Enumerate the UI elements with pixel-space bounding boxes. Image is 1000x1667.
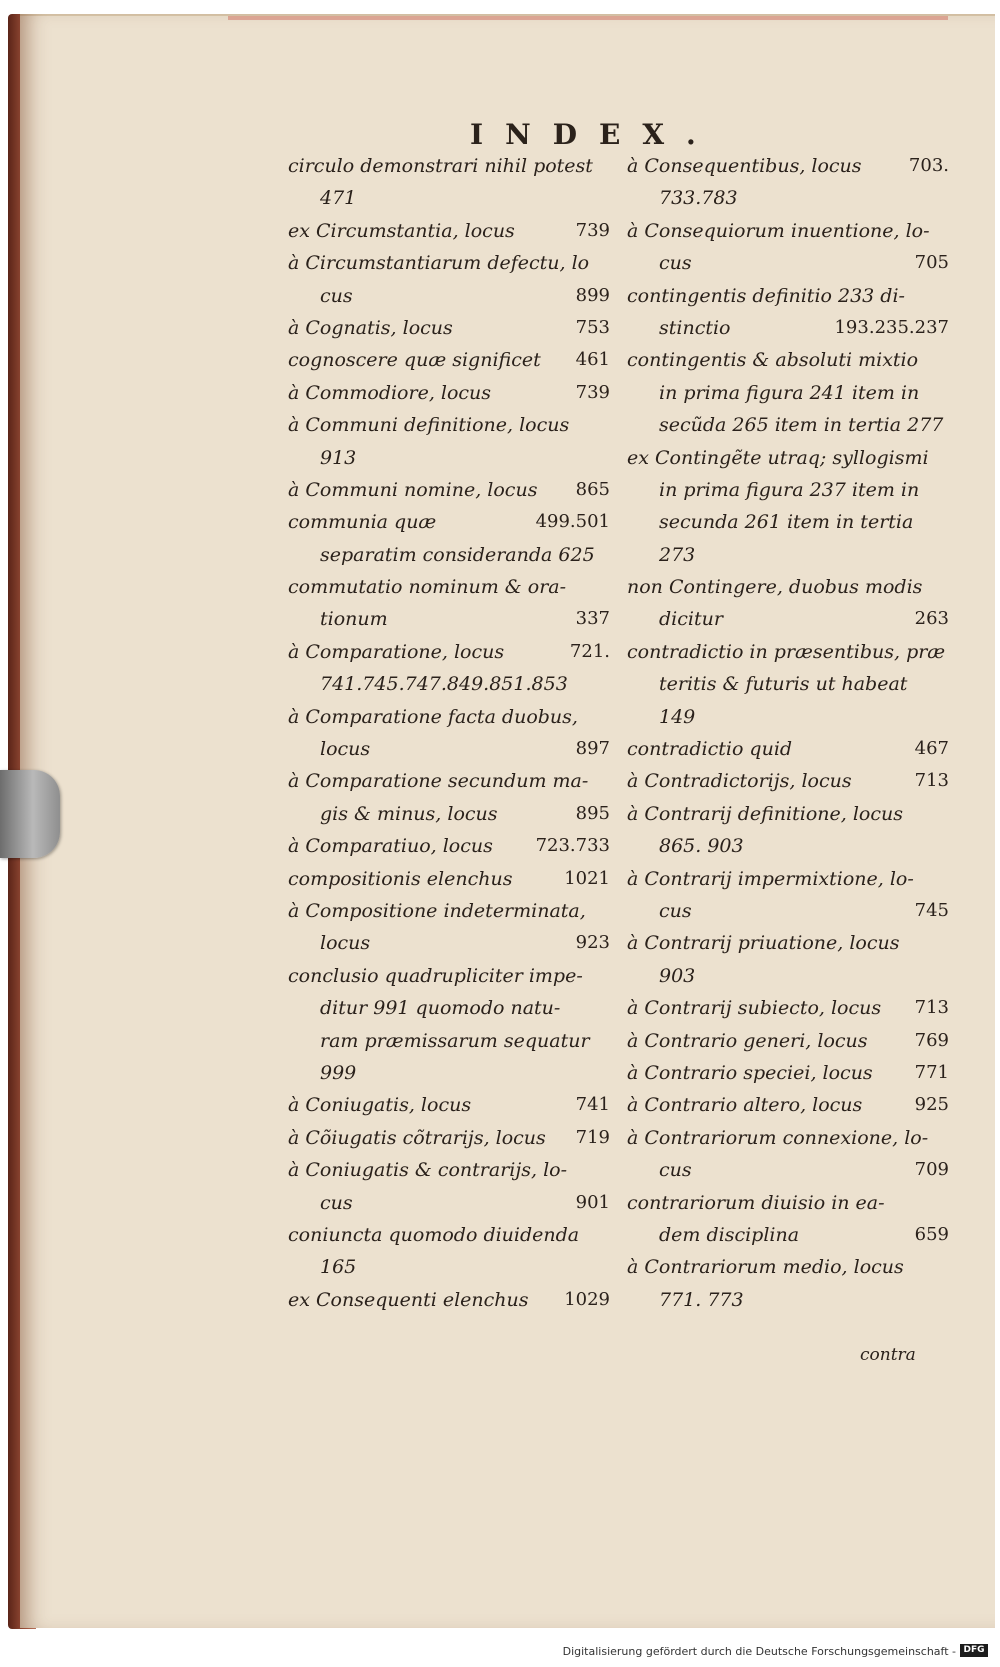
index-entry-text: locus bbox=[320, 738, 371, 761]
index-entry bbox=[288, 280, 618, 312]
index-entry bbox=[627, 280, 957, 312]
index-entry-page-number: 741 bbox=[575, 1094, 610, 1116]
index-entry bbox=[627, 1219, 957, 1251]
index-entry-text: à Coniugatis, locus bbox=[288, 1094, 472, 1117]
index-entry-page-number: 865 bbox=[575, 478, 610, 500]
index-column-left bbox=[288, 150, 618, 1316]
index-entry-text: à Comparatione facta duobus, bbox=[288, 705, 578, 728]
index-entry-text: communia quæ bbox=[288, 511, 437, 534]
dfg-logo: DFG bbox=[960, 1644, 988, 1657]
footer-credit: Digitalisierung gefördert durch die Deutsche Forschungsgemeinschaft - bbox=[562, 1645, 956, 1658]
index-entry bbox=[288, 1057, 618, 1089]
index-entry-text: à Contrariorum medio, locus bbox=[627, 1256, 904, 1279]
index-entry-page-number: 193.235.237 bbox=[834, 316, 949, 338]
index-entry-page-number: 739 bbox=[575, 381, 610, 403]
index-entry bbox=[627, 636, 957, 668]
index-entry bbox=[288, 150, 618, 182]
index-entry-text: cus bbox=[659, 1159, 692, 1182]
index-entry-page-number: 899 bbox=[575, 284, 610, 306]
index-entry-text: 771. 773 bbox=[659, 1288, 744, 1311]
index-entry bbox=[288, 830, 618, 862]
index-entry-text: à Contrarij priuatione, locus bbox=[627, 932, 900, 955]
index-entry bbox=[288, 442, 618, 474]
index-entry bbox=[627, 1154, 957, 1186]
index-entry bbox=[627, 668, 957, 700]
index-entry-text: coniuncta quomodo diuidenda bbox=[288, 1223, 580, 1246]
index-entry-page-number: 709 bbox=[914, 1159, 949, 1181]
index-entry-page-number: 745 bbox=[914, 899, 949, 921]
running-head: INDEX. bbox=[470, 118, 718, 151]
index-entry bbox=[288, 927, 618, 959]
index-entry bbox=[288, 1025, 618, 1057]
index-entry bbox=[627, 539, 957, 571]
index-entry bbox=[288, 215, 618, 247]
index-entry-text: contingentis & absoluti mixtio bbox=[627, 349, 919, 372]
index-entry bbox=[288, 895, 618, 927]
index-entry-page-number: 769 bbox=[914, 1029, 949, 1051]
index-entry-text: gis & minus, locus bbox=[320, 802, 498, 825]
page-clip bbox=[0, 770, 60, 858]
index-entry-text: à Cõiugatis cõtrarijs, locus bbox=[288, 1126, 546, 1149]
index-entry-text: à Compositione indeterminata, bbox=[288, 899, 586, 922]
index-entry-page-number: 923 bbox=[575, 932, 610, 954]
index-entry bbox=[288, 798, 618, 830]
index-entry bbox=[288, 1187, 618, 1219]
index-entry bbox=[288, 474, 618, 506]
index-entry bbox=[627, 377, 957, 409]
index-entry-text: à Contrarij impermixtione, lo- bbox=[627, 867, 914, 890]
index-entry bbox=[288, 1154, 618, 1186]
index-entry bbox=[627, 1284, 957, 1316]
index-entry-page-number: 719 bbox=[575, 1126, 610, 1148]
index-entry bbox=[288, 1219, 618, 1251]
index-entry-page-number: 499.501 bbox=[535, 511, 610, 533]
index-entry-text: dem disciplina bbox=[659, 1223, 800, 1246]
index-entry-page-number: 753 bbox=[575, 316, 610, 338]
index-entry-text: teritis & futuris ut habeat bbox=[659, 673, 908, 696]
index-entry-text: tionum bbox=[320, 608, 388, 631]
index-entry-text: à Contradictorijs, locus bbox=[627, 770, 852, 793]
index-entry bbox=[627, 442, 957, 474]
index-entry-page-number: 703. bbox=[908, 155, 949, 176]
index-entry bbox=[627, 1089, 957, 1121]
index-entry bbox=[288, 247, 618, 279]
index-entry-text: cus bbox=[320, 284, 353, 307]
index-entry-text: separatim consideranda 625 bbox=[320, 543, 595, 566]
index-entry-text: à Contrarij subiecto, locus bbox=[627, 997, 882, 1020]
index-entry-text: contradictio quid bbox=[627, 738, 793, 761]
index-entry bbox=[288, 1251, 618, 1283]
index-entry bbox=[288, 701, 618, 733]
index-entry-text: à Circumstantiarum defectu, lo bbox=[288, 252, 590, 275]
index-entry bbox=[627, 215, 957, 247]
index-entry-text: dicitur bbox=[659, 608, 723, 631]
index-entry-page-number: 461 bbox=[575, 349, 610, 371]
index-entry-page-number: 705 bbox=[914, 252, 949, 274]
index-entry bbox=[627, 1057, 957, 1089]
index-entry-text: locus bbox=[320, 932, 371, 955]
index-entry bbox=[288, 603, 618, 635]
index-entry bbox=[288, 636, 618, 668]
index-entry bbox=[288, 344, 618, 376]
index-entry bbox=[627, 409, 957, 441]
index-entry-text: à Comparatiuo, locus bbox=[288, 835, 493, 858]
index-entry-text: conclusio quadrupliciter impe- bbox=[288, 964, 583, 987]
index-entry-page-number: 723.733 bbox=[535, 835, 610, 857]
index-entry-text: à Contrarij definitione, locus bbox=[627, 802, 903, 825]
index-entry bbox=[627, 765, 957, 797]
index-entry-text: 865. 903 bbox=[659, 835, 744, 858]
index-entry-text: ram præmissarum sequatur bbox=[320, 1029, 590, 1052]
index-entry bbox=[627, 798, 957, 830]
index-entry-text: à Cognatis, locus bbox=[288, 316, 453, 339]
index-entry-text: 733.783 bbox=[659, 187, 738, 210]
page-top-edge bbox=[228, 16, 948, 20]
index-entry-page-number: 713 bbox=[914, 770, 949, 792]
index-entry bbox=[288, 863, 618, 895]
index-entry bbox=[627, 344, 957, 376]
index-entry-text: à Coniugatis & contrarijs, lo- bbox=[288, 1159, 568, 1182]
index-entry-text: 149 bbox=[659, 705, 696, 728]
index-entry-page-number: 721. bbox=[569, 640, 610, 662]
index-entry-text: à Contrario speciei, locus bbox=[627, 1061, 873, 1084]
index-entry-text: non Contingere, duobus modis bbox=[627, 576, 923, 599]
index-entry-page-number: 925 bbox=[914, 1094, 949, 1116]
index-entry bbox=[627, 733, 957, 765]
index-entry bbox=[627, 701, 957, 733]
index-entry bbox=[627, 150, 957, 182]
index-entry-page-number: 895 bbox=[575, 802, 610, 824]
index-entry bbox=[288, 1284, 618, 1316]
index-entry-text: à Comparatione, locus bbox=[288, 640, 505, 663]
index-entry-text: à Comparatione secundum ma- bbox=[288, 770, 589, 793]
index-entry bbox=[627, 474, 957, 506]
index-entry-text: secũda 265 item in tertia 277 bbox=[659, 414, 944, 437]
index-entry bbox=[288, 539, 618, 571]
index-entry-text: 913 bbox=[320, 446, 357, 469]
index-column-right bbox=[627, 150, 957, 1316]
index-entry bbox=[627, 895, 957, 927]
index-entry bbox=[627, 863, 957, 895]
index-entry-page-number: 901 bbox=[575, 1191, 610, 1213]
index-entry-text: à Consequiorum inuentione, lo- bbox=[627, 219, 930, 242]
index-entry bbox=[627, 1187, 957, 1219]
index-entry-text: ex Consequenti elenchus bbox=[288, 1288, 529, 1311]
index-entry-page-number: 771 bbox=[914, 1061, 949, 1083]
index-entry bbox=[627, 927, 957, 959]
index-entry bbox=[627, 1025, 957, 1057]
index-entry-text: 903 bbox=[659, 964, 696, 987]
index-entry-text: 741.745.747.849.851.853 bbox=[320, 673, 568, 696]
index-entry bbox=[288, 960, 618, 992]
index-entry bbox=[288, 377, 618, 409]
index-entry-text: à Commodiore, locus bbox=[288, 381, 492, 404]
index-entry-text: à Consequentibus, locus bbox=[627, 155, 862, 177]
index-entry-text: ditur 991 quomodo natu- bbox=[320, 997, 561, 1020]
index-entry bbox=[288, 733, 618, 765]
index-entry bbox=[627, 247, 957, 279]
index-entry bbox=[288, 1089, 618, 1121]
index-entry bbox=[288, 506, 618, 538]
index-entry-page-number: 1021 bbox=[564, 867, 610, 889]
index-entry-text: 165 bbox=[320, 1256, 357, 1279]
index-entry bbox=[627, 830, 957, 862]
index-entry bbox=[288, 571, 618, 603]
index-entry-text: compositionis elenchus bbox=[288, 867, 513, 890]
index-entry-page-number: 659 bbox=[914, 1223, 949, 1245]
index-entry bbox=[288, 765, 618, 797]
index-entry-text: cognoscere quæ significet bbox=[288, 349, 541, 372]
index-entry bbox=[627, 1251, 957, 1283]
index-entry-text: contradictio in præsentibus, præ bbox=[627, 640, 946, 663]
index-entry-text: in prima figura 237 item in bbox=[659, 478, 920, 501]
index-entry-page-number: 337 bbox=[575, 608, 610, 630]
index-entry bbox=[288, 668, 618, 700]
index-entry-text: à Communi definitione, locus bbox=[288, 414, 570, 437]
index-entry-text: circulo demonstrari nihil potest bbox=[288, 155, 593, 177]
index-entry-page-number: 263 bbox=[914, 608, 949, 630]
index-entry bbox=[288, 409, 618, 441]
index-entry-text: commutatio nominum & ora- bbox=[288, 576, 567, 599]
index-entry bbox=[288, 1122, 618, 1154]
index-entry-page-number: 739 bbox=[575, 219, 610, 241]
index-entry-text: 471 bbox=[320, 187, 357, 210]
index-entry bbox=[288, 992, 618, 1024]
index-entry-text: ex Contingẽte utraq; syllogismi bbox=[627, 446, 929, 469]
index-entry-text: 999 bbox=[320, 1061, 357, 1084]
index-entry-text: cus bbox=[320, 1191, 353, 1214]
footer-bar bbox=[0, 1638, 1000, 1667]
index-entry-text: à Communi nomine, locus bbox=[288, 478, 538, 501]
index-entry-text: contingentis definitio 233 di- bbox=[627, 284, 905, 307]
index-entry-text: cus bbox=[659, 899, 692, 922]
index-entry-text: cus bbox=[659, 252, 692, 275]
index-entry bbox=[627, 1122, 957, 1154]
index-entry bbox=[627, 992, 957, 1024]
index-entry bbox=[627, 312, 957, 344]
index-entry-page-number: 897 bbox=[575, 738, 610, 760]
index-entry bbox=[288, 312, 618, 344]
index-entry-text: à Contrario altero, locus bbox=[627, 1094, 863, 1117]
index-entry-text: ex Circumstantia, locus bbox=[288, 219, 515, 242]
index-entry-text: contrariorum diuisio in ea- bbox=[627, 1191, 885, 1214]
index-entry bbox=[627, 960, 957, 992]
index-entry-text: à Contrario generi, locus bbox=[627, 1029, 868, 1052]
index-entry-page-number: 467 bbox=[914, 738, 949, 760]
index-entry-text: à Contrariorum connexione, lo- bbox=[627, 1126, 929, 1149]
index-entry-text: secunda 261 item in tertia bbox=[659, 511, 914, 534]
index-entry-text: in prima figura 241 item in bbox=[659, 381, 920, 404]
index-entry-text: 273 bbox=[659, 543, 696, 566]
index-entry bbox=[627, 182, 957, 214]
index-entry bbox=[288, 182, 618, 214]
index-entry-page-number: 713 bbox=[914, 997, 949, 1019]
index-entry-text: stinctio bbox=[659, 316, 731, 339]
index-entry bbox=[627, 571, 957, 603]
index-entry-page-number: 1029 bbox=[564, 1288, 610, 1310]
index-entry bbox=[627, 603, 957, 635]
index-entry bbox=[627, 506, 957, 538]
catchword: contra bbox=[860, 1345, 916, 1365]
